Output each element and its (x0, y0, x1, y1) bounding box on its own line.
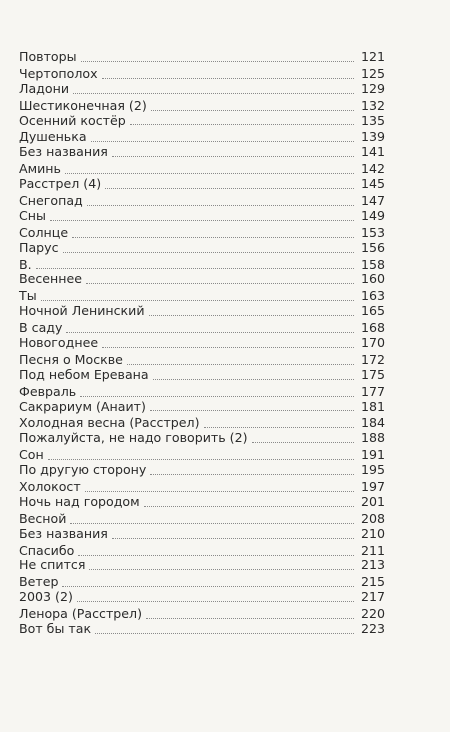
toc-entry (19, 415, 385, 431)
toc-entry-page-number: 217 (360, 589, 385, 605)
toc-entry-title: Без названия (19, 525, 108, 541)
dot-leader (112, 156, 354, 157)
toc-entry-page-number: 125 (360, 65, 385, 81)
toc-entry (19, 574, 385, 590)
toc-entry (19, 479, 385, 495)
toc-entry (19, 430, 385, 446)
toc-entry-page-number: 149 (360, 207, 385, 223)
toc-entry-page-number: 135 (360, 112, 385, 128)
toc-entry-page-number: 188 (360, 430, 385, 446)
toc-entry-page-number: 145 (360, 176, 385, 192)
dot-leader (102, 78, 354, 79)
dot-leader (70, 523, 354, 524)
dot-leader (78, 555, 354, 556)
toc-entry-page-number: 177 (360, 383, 385, 399)
dot-leader (130, 124, 354, 125)
toc-entry-page-number: 121 (360, 48, 385, 64)
toc-entry-title: Снегопад (19, 193, 83, 208)
toc-entry-title: Спасибо (19, 542, 75, 558)
dot-leader (112, 538, 354, 539)
toc-entry-title: Осенний костёр (19, 112, 126, 128)
toc-entry-page-number: 170 (360, 335, 385, 351)
toc-entry-title: Солнце (19, 224, 69, 240)
toc-entry-page-number: 168 (360, 320, 385, 336)
toc-entry (19, 49, 385, 65)
toc-entry (19, 176, 385, 192)
toc-entry-title: Расстрел (4) (19, 176, 102, 192)
toc-entry-page-number: 197 (360, 479, 385, 495)
toc-entry-title: Сон (19, 447, 44, 463)
toc-entry-title: Весной (19, 510, 67, 526)
toc-entry-title: Шестиконечная (2) (19, 97, 147, 113)
toc-entry (19, 271, 385, 287)
dot-leader (86, 283, 354, 284)
dot-leader (48, 459, 354, 460)
dot-leader (89, 569, 354, 570)
toc-entry-title: Под небом Еревана (19, 366, 149, 382)
toc-entry-title: Весеннее (19, 271, 83, 287)
toc-entry-title: По другую сторону (19, 462, 147, 478)
dot-leader (204, 427, 355, 428)
toc-entry (19, 320, 385, 336)
toc-entry (19, 81, 385, 97)
toc-entry-page-number: 132 (360, 97, 385, 113)
dot-leader (153, 379, 354, 380)
toc-entry-title: Не спится (19, 557, 86, 573)
dot-leader (36, 268, 354, 269)
toc-entry-page-number: 147 (360, 193, 385, 208)
dot-leader (105, 188, 354, 189)
toc-entry-title: Ночь над городом (19, 493, 140, 509)
toc-entry (19, 193, 385, 209)
toc-entry-page-number: 220 (360, 606, 385, 622)
toc-entry-title: Ладони (19, 80, 70, 96)
toc-entry (19, 335, 385, 351)
dot-leader (62, 586, 354, 587)
toc-entry (19, 240, 385, 256)
toc-entry-title: Ленора (Расстрел) (19, 606, 142, 622)
dot-leader (95, 633, 354, 634)
toc-entry-title: В. (19, 256, 32, 272)
toc-entry-title: Парус (19, 239, 59, 255)
table-of-contents (19, 49, 385, 637)
toc-entry (19, 447, 385, 463)
dot-leader (151, 110, 354, 111)
toc-entry (19, 589, 385, 605)
dot-leader (81, 61, 354, 62)
dot-leader (72, 237, 354, 238)
toc-entry-title: Пожалуйста, не надо говорить (2) (19, 430, 248, 446)
toc-entry (19, 288, 385, 304)
toc-entry-title: Февраль (19, 383, 77, 399)
toc-entry (19, 352, 385, 368)
toc-entry-title: Ночной Ленинский (19, 303, 145, 319)
toc-entry-title: Сны (19, 207, 46, 223)
dot-leader (150, 410, 354, 411)
toc-entry (19, 113, 385, 129)
toc-entry-title: В саду (19, 320, 63, 336)
toc-entry-page-number: 184 (360, 415, 385, 431)
toc-entry (19, 144, 385, 160)
toc-entry (19, 225, 385, 241)
toc-entry-title: Чертополох (19, 65, 98, 81)
dot-leader (73, 93, 354, 94)
toc-entry-page-number: 211 (360, 542, 385, 558)
toc-entry-page-number: 195 (360, 462, 385, 478)
toc-entry-title: Ты (19, 288, 37, 304)
dot-leader (85, 491, 354, 492)
toc-entry-page-number: 139 (360, 129, 385, 145)
dot-leader (144, 506, 354, 507)
toc-entry (19, 494, 385, 510)
toc-entry-page-number: 208 (360, 510, 385, 526)
toc-entry (19, 462, 385, 478)
toc-entry-title: 2003 (2) (19, 589, 73, 605)
dot-leader (149, 315, 354, 316)
toc-entry-page-number: 201 (360, 493, 385, 509)
dot-leader (127, 364, 354, 365)
toc-entry-title: Душенька (19, 129, 87, 145)
toc-entry-title: Вот бы так (19, 621, 92, 637)
dot-leader (102, 347, 354, 348)
toc-entry-title: Повторы (19, 48, 77, 64)
toc-entry (19, 526, 385, 542)
toc-entry (19, 621, 385, 637)
dot-leader (66, 332, 354, 333)
toc-entry-title: Холокост (19, 479, 81, 495)
toc-entry-title: Без названия (19, 144, 108, 160)
dot-leader (50, 220, 354, 221)
toc-entry-title: Новогоднее (19, 335, 99, 351)
dot-leader (91, 141, 354, 142)
dot-leader (252, 442, 355, 443)
toc-entry (19, 98, 385, 114)
toc-entry (19, 558, 385, 574)
toc-entry-page-number: 158 (360, 256, 385, 272)
toc-entry-title: Сакрариум (Анаит) (19, 398, 146, 414)
toc-entry-page-number: 141 (360, 144, 385, 160)
dot-leader (87, 205, 354, 206)
toc-entry (19, 384, 385, 400)
toc-entry-page-number: 156 (360, 239, 385, 255)
toc-entry (19, 303, 385, 319)
dot-leader (80, 396, 354, 397)
toc-entry (19, 543, 385, 559)
toc-entry-title: Холодная весна (Расстрел) (19, 415, 200, 431)
toc-entry-title: Песня о Москве (19, 351, 123, 367)
toc-entry-page-number: 163 (360, 288, 385, 304)
dot-leader (77, 601, 354, 602)
toc-entry-title: Ветер (19, 574, 59, 590)
toc-entry-page-number: 181 (360, 398, 385, 414)
dot-leader (150, 474, 354, 475)
toc-entry (19, 257, 385, 273)
toc-entry-page-number: 223 (360, 621, 385, 637)
dot-leader (63, 252, 354, 253)
toc-entry-page-number: 213 (360, 557, 385, 573)
dot-leader (41, 300, 354, 301)
toc-entry-page-number: 191 (360, 447, 385, 463)
toc-entry-page-number: 153 (360, 224, 385, 240)
toc-entry (19, 367, 385, 383)
toc-entry-page-number: 215 (360, 574, 385, 590)
toc-entry (19, 161, 385, 177)
toc-entry-page-number: 160 (360, 271, 385, 287)
toc-entry-page-number: 172 (360, 351, 385, 367)
toc-entry (19, 511, 385, 527)
dot-leader (146, 618, 354, 619)
toc-entry (19, 129, 385, 145)
toc-entry-page-number: 165 (360, 303, 385, 319)
toc-entry-page-number: 210 (360, 525, 385, 541)
toc-entry (19, 606, 385, 622)
toc-entry-title: Аминь (19, 161, 61, 177)
toc-entry-page-number: 129 (360, 80, 385, 96)
toc-entry-page-number: 142 (360, 161, 385, 177)
toc-entry-page-number: 175 (360, 366, 385, 382)
dot-leader (65, 173, 354, 174)
toc-entry (19, 399, 385, 415)
toc-entry (19, 208, 385, 224)
toc-entry (19, 66, 385, 82)
